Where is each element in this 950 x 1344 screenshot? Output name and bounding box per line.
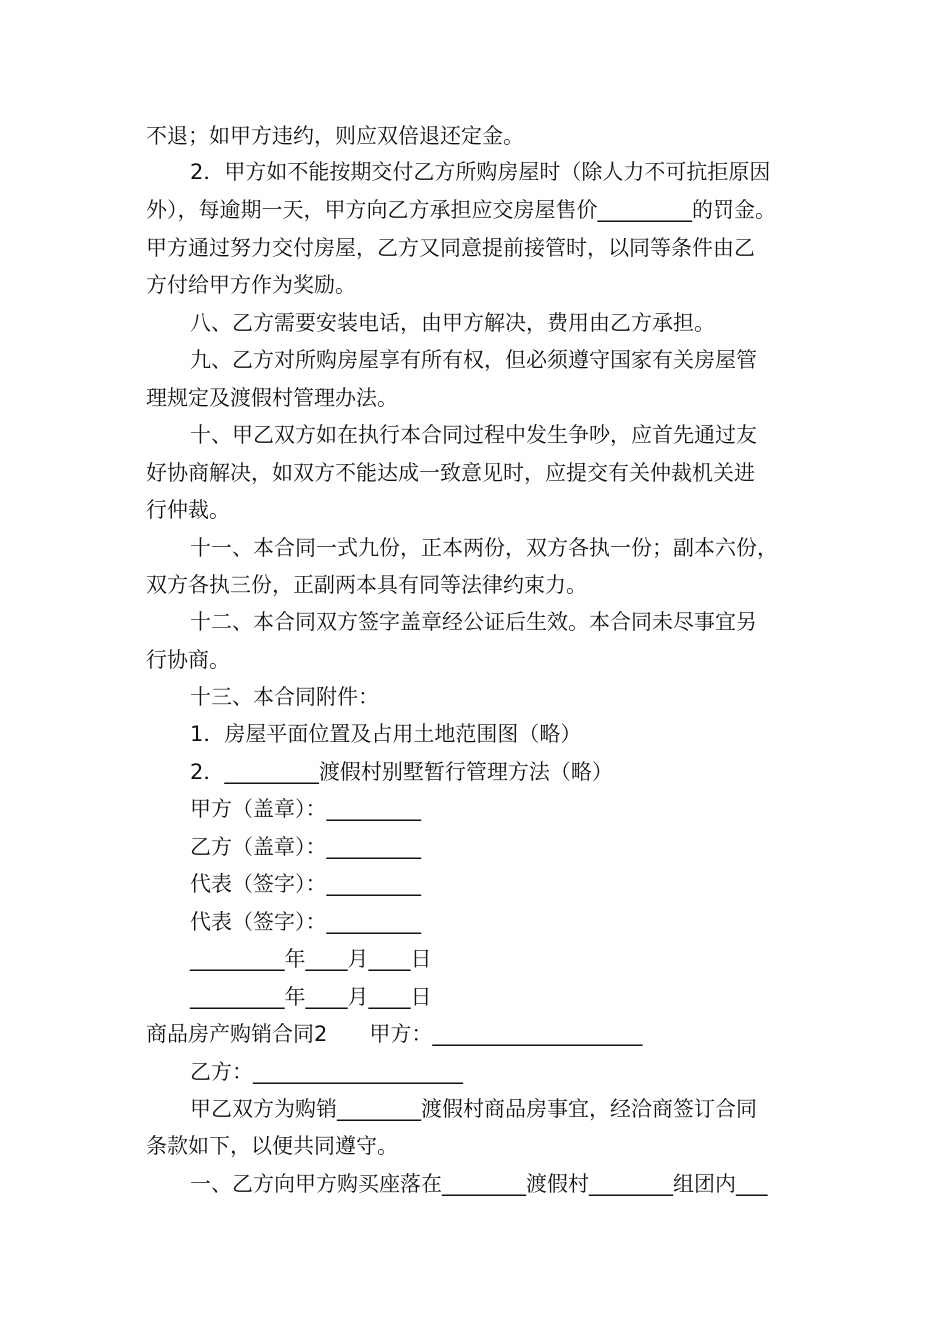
text-line: 理规定及渡假村管理办法。 (146, 386, 398, 410)
date-line: _________年____月____日 (190, 985, 432, 1009)
text-line: 十二、本合同双方签字盖章经公证后生效。本合同未尽事宜另 (190, 610, 757, 634)
signature-line: 乙方（盖章）：_________ (190, 835, 421, 859)
signature-line: 代表（签字）：_________ (190, 910, 421, 934)
text-line: 行协商。 (146, 648, 230, 672)
text-line: 十、甲乙双方如在执行本合同过程中发生争吵，应首先通过友 (190, 423, 757, 447)
text-line: 好协商解决，如双方不能达成一致意见时，应提交有关仲裁机关进 (146, 461, 755, 485)
text-line: 外），每逾期一天，甲方向乙方承担应交房屋售价_________的罚金。 (146, 198, 776, 222)
text-line: 双方各执三份，正副两本具有同等法律约束力。 (146, 573, 587, 597)
text-line: 九、乙方对所购房屋享有所有权，但必须遵守国家有关房屋管 (190, 348, 757, 372)
party-line: 乙方：____________________ (190, 1060, 463, 1084)
signature-line: 甲方（盖章）：_________ (190, 797, 421, 821)
contract-title-line: 商品房产购销合同2 甲方：____________________ (146, 1022, 643, 1046)
text-line: 不退；如甲方违约，则应双倍退还定金。 (146, 124, 524, 148)
text-line: 甲乙双方为购销________渡假村商品房事宜，经洽商签订合同 (190, 1097, 757, 1121)
text-line: 2．甲方如不能按期交付乙方所购房屋时（除人力不可抗拒原因 (190, 160, 771, 184)
text-line: 十一、本合同一式九份，正本两份，双方各执一份；副本六份， (190, 536, 778, 560)
text-line: 行仲裁。 (146, 498, 230, 522)
text-line: 条款如下，以便共同遵守。 (146, 1134, 398, 1158)
text-line: 1．房屋平面位置及占用土地范围图（略） (190, 722, 582, 746)
text-line: 十三、本合同附件： (190, 685, 379, 709)
text-line: 一、乙方向甲方购买座落在________渡假村________组团内___ (190, 1172, 768, 1196)
text-line: 甲方通过努力交付房屋，乙方又同意提前接管时，以同等条件由乙 (146, 236, 755, 260)
text-line: 2．_________渡假村别墅暂行管理方法（略） (190, 760, 613, 784)
text-line: 方付给甲方作为奖励。 (146, 273, 356, 297)
date-line: _________年____月____日 (190, 947, 432, 971)
signature-line: 代表（签字）：_________ (190, 872, 421, 896)
text-line: 八、乙方需要安装电话，由甲方解决，费用由乙方承担。 (190, 311, 715, 335)
